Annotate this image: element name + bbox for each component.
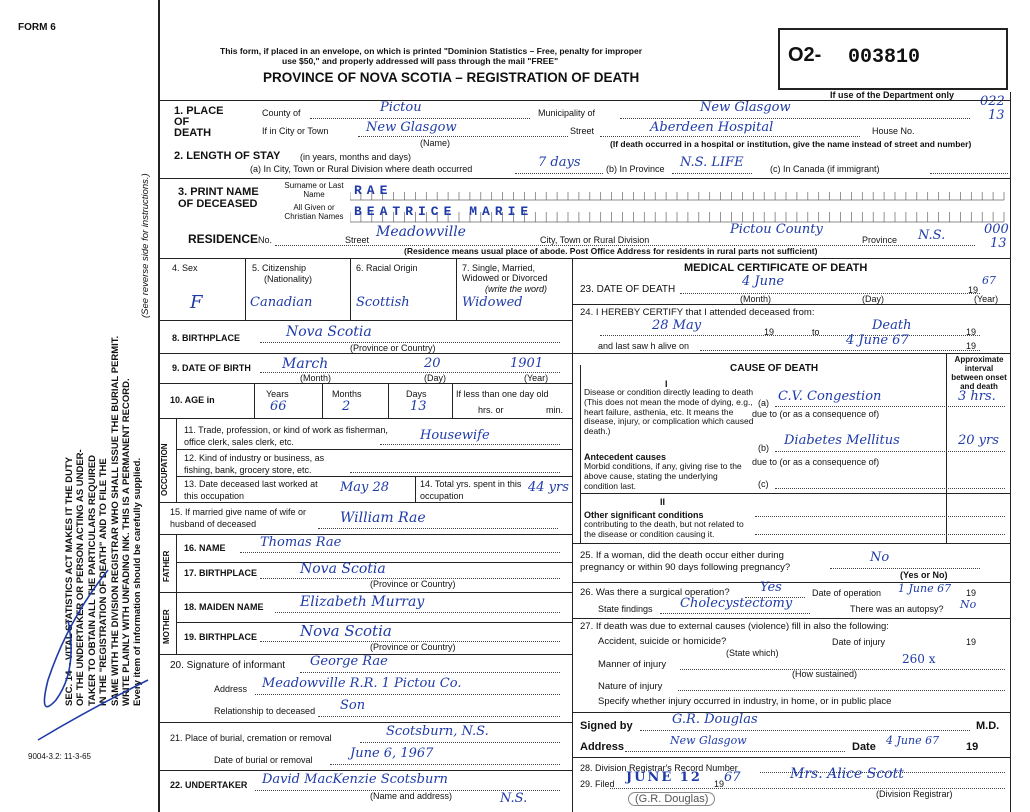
dob-year: 1901 (510, 356, 544, 371)
age-label: 10. AGE in (170, 395, 215, 405)
dob-label: 9. DATE OF BIRTH (172, 363, 251, 373)
registration-number: 003810 (848, 46, 921, 69)
op-date-value: 1 June 67 (898, 582, 952, 595)
res-division-label: City, Town or Rural Division (540, 235, 650, 245)
age-years: 66 (270, 399, 287, 414)
father-name-value: Thomas Rae (260, 535, 342, 550)
q14-label: 14. Total yrs. spent in this occupation (420, 479, 522, 501)
direct-label: Disease or condition directly leading to death (This does not mean the mode of dying, e.g., heart failure, asthenia, etc. It means the disease, injury, or complication which caused death.) (584, 387, 754, 437)
racial-value: Scottish (356, 295, 410, 310)
last-seen-value: 4 June 67 (846, 333, 909, 348)
registration-prefix: O2- (788, 44, 822, 66)
surname-label: Surname or Last Name (284, 181, 344, 199)
city-name-label: (Name) (420, 138, 451, 148)
filed-year: 67 (724, 770, 741, 785)
attend-19-a: 19 (764, 327, 775, 337)
res-province-value: N.S. (918, 228, 946, 243)
less-day-label: If less than one day old (456, 389, 549, 399)
dob-day: 20 (424, 356, 441, 371)
q15-value: William Rae (340, 510, 426, 526)
envelope-note-2: use $50," and properly addressed will pass through the mail "FREE" (282, 56, 559, 66)
q13-value: May 28 (340, 480, 390, 495)
attend-from: 28 May (652, 318, 702, 333)
cause-a-interval: 3 hrs. (958, 389, 996, 404)
q27-label: 27. If death was due to external causes (violence) fill in also the following: (580, 621, 889, 632)
op-date-label: Date of operation (812, 588, 882, 598)
mother-bp-label: 19. BIRTHPLACE (184, 632, 258, 642)
other-label: Other significant conditions (584, 510, 704, 520)
death-month-lbl: (Month) (740, 294, 772, 304)
given-value: BEATRICE MARIE (354, 204, 534, 219)
q26-value: Yes (760, 580, 782, 595)
dob-year-lbl: (Year) (524, 373, 549, 383)
burial-date-label: Date of burial or removal (214, 755, 313, 765)
q25-label: 25. If a woman, did the death occur either during pregnancy or within 90 days following pregnancy? (580, 550, 791, 573)
res-no-label: No. (258, 235, 273, 245)
racial-label: 6. Racial Origin (356, 263, 418, 273)
hrs-label: hrs. or (478, 405, 504, 415)
findings-value: Cholecystectomy (680, 596, 793, 611)
marital-label: 7. Single, Married, Widowed or Divorced (462, 263, 548, 283)
mother-maiden-label: 18. MAIDEN NAME (184, 602, 264, 612)
stay-c-label: (c) In Canada (if immigrant) (770, 164, 880, 174)
dept-code-3: 000 (984, 222, 1009, 237)
yes-no-lbl: (Yes or No) (900, 570, 948, 580)
interval-header: Approximate interval between onset and death (951, 355, 1007, 391)
city-label: If in City or Town (262, 126, 329, 136)
q23-label: 23. DATE OF DEATH (580, 284, 676, 295)
cause-a-value: C.V. Congestion (778, 389, 882, 404)
citizenship-value: Canadian (250, 295, 313, 310)
mother-maiden-value: Elizabeth Murray (300, 594, 425, 610)
years-label: Years (266, 389, 289, 399)
stay-a-label: (a) In City, Town or Rural Division where death occurred (250, 164, 473, 174)
citizenship-sub: (Nationality) (264, 274, 313, 284)
name-label: 3. PRINT NAME OF DECEASED (178, 186, 259, 210)
side-instructions: SEC. 14 – VITAL STATISTICS ACT MAKES IT THE DUTY OF THE UNDERTAKER OR PERSON ACTING AS UNDER- TAKER TO OBTAIN ALL THE PARTICULARS REQUIRED IN THE "REGISTRATION OF DEATH" AND TO FILE THE SAME WITH THE DIVISION REGISTRAR WHO SHALL ISSUE THE BURIAL PERMIT. WRITE PLAINLY WITH UNFADING INK. THIS IS A PERMANENT RECORD. Every item of information should be carefully supplied. (64, 335, 144, 706)
findings-label: State findings (598, 604, 653, 614)
occupation-side-label: OCCUPATION (160, 443, 169, 496)
marital-sub: (write the word) (485, 284, 548, 294)
res-division-value: Pictou County (730, 222, 823, 237)
death-day-lbl: (Day) (862, 294, 884, 304)
father-bp-sub: (Province or Country) (370, 579, 456, 589)
cause-header: CAUSE OF DEATH (730, 363, 819, 374)
accident-label: Accident, suicide or homicide? (598, 636, 727, 647)
surname-value: RAE (354, 183, 393, 198)
signed-address-label: Address (580, 741, 625, 753)
dob-day-lbl: (Day) (424, 373, 446, 383)
manner-label: Manner of injury (598, 659, 667, 670)
q14-value: 44 yrs (528, 480, 569, 495)
burial-place-label: 21. Place of burial, cremation or removal (170, 733, 332, 743)
death-prefix: 19 (968, 285, 979, 295)
autopsy-label: There was an autopsy? (850, 604, 944, 614)
q15-label: 15. If married give name of wife or husband of deceased (170, 507, 307, 529)
stay-sub: (in years, months and days) (300, 152, 412, 162)
municipality-label: Municipality of (538, 108, 596, 118)
street-value: Aberdeen Hospital (650, 120, 774, 135)
last-seen-19: 19 (966, 341, 977, 351)
father-side-label: FATHER (162, 550, 171, 582)
days-label: Days (406, 389, 427, 399)
medical-header: MEDICAL CERTIFICATE OF DEATH (684, 262, 868, 274)
citizenship-label: 5. Citizenship (252, 263, 307, 273)
birthplace-value: Nova Scotia (286, 324, 372, 340)
signed-date-label: Date (852, 741, 876, 753)
death-year: 67 (982, 274, 996, 287)
signed-address-value: New Glasgow (670, 734, 747, 747)
part-i: I (665, 379, 668, 389)
burial-place-value: Scotsburn, N.S. (386, 724, 489, 739)
last-seen-label: and last saw h alive on (598, 341, 690, 351)
city-value: New Glasgow (366, 120, 457, 135)
res-street-label: Street (345, 235, 370, 245)
part-ii: II (660, 497, 666, 507)
q28-label: 28. Division Registrar's Record Number (580, 763, 738, 773)
q24-label: 24. I HEREBY CERTIFY that I attended deceased from: (580, 307, 815, 318)
cause-b-value: Diabetes Mellitus (784, 433, 900, 448)
manner-mark: 260 x (902, 652, 936, 666)
birthplace-sub: (Province or Country) (350, 343, 436, 353)
state-which-lbl: (State which) (726, 648, 779, 658)
form-id: FORM 6 (18, 22, 56, 33)
antecedent-sub: Morbid conditions, if any, giving rise to the above cause, stating the underlying condition last. (584, 461, 742, 491)
dept-code-4: 13 (990, 236, 1007, 251)
marital-value: Widowed (462, 295, 523, 310)
informant-rel-value: Son (340, 698, 366, 713)
stay-label: 2. LENGTH OF STAY (174, 150, 281, 162)
q26-label: 26. Was there a surgical operation? (580, 587, 730, 598)
registrar-label: (Division Registrar) (876, 789, 953, 799)
nature-label: Nature of injury (598, 681, 663, 692)
stay-b-label: (b) In Province (606, 164, 665, 174)
cause-c-lbl: (c) (758, 479, 769, 489)
filed-date: JUNE 12 (626, 770, 702, 785)
autopsy-value: No (960, 598, 977, 611)
q29-label: 29. Filed (580, 779, 615, 789)
mother-bp-sub: (Province or Country) (370, 642, 456, 652)
father-name-label: 16. NAME (184, 543, 226, 553)
attend-19-b: 19 (966, 327, 977, 337)
undertaker-value-2: N.S. (500, 791, 528, 806)
informant-addr-value: Meadowville R.R. 1 Pictou Co. (262, 676, 462, 691)
cause-b-interval: 20 yrs (958, 433, 999, 448)
mother-bp-value: Nova Scotia (300, 622, 392, 640)
signed-date-value: 4 June 67 (886, 734, 940, 747)
informant-sig-value: George Rae (310, 654, 388, 669)
place-label: 1. PLACE OF DEATH (174, 105, 224, 139)
cause-b-lbl: (b) (758, 443, 769, 453)
place-note: (If death occurred in a hospital or institution, give the name instead of street and number) (610, 139, 972, 149)
op-date-19: 19 (966, 588, 977, 598)
res-street-value: Meadowville (376, 224, 466, 240)
q11-value: Housewife (420, 428, 490, 443)
footer-code: 9004-3.2: 11-3-65 (28, 752, 92, 761)
municipality-value: New Glasgow (700, 100, 791, 115)
q13-label: 13. Date deceased last worked at this occupation (184, 479, 318, 501)
undertaker-value: David MacKenzie Scotsburn (262, 772, 448, 787)
cause-a-lbl: (a) (758, 398, 769, 408)
burial-date-value: June 6, 1967 (350, 746, 434, 761)
signed-by-label: Signed by (580, 720, 633, 732)
signed-date-19: 19 (966, 741, 979, 753)
informant-sig-label: 20. Signature of informant (170, 660, 286, 671)
mother-side-label: MOTHER (162, 609, 171, 644)
dept-use-label: If use of the Department only (830, 90, 955, 100)
sex-value: F (190, 292, 203, 313)
death-month: 4 June (742, 274, 785, 289)
house-label: House No. (872, 126, 915, 136)
envelope-note-1: This form, if placed in an envelope, on which is printed "Dominion Statistics – Free, penalty for improper (220, 46, 643, 56)
page-title: PROVINCE OF NOVA SCOTIA – REGISTRATION OF DEATH (263, 70, 640, 85)
due-to-b: due to (or as a consequence of) (752, 457, 880, 467)
informant-rel-label: Relationship to deceased (214, 706, 316, 716)
registrar-signature: Mrs. Alice Scott (790, 766, 904, 782)
q12-label: 12. Kind of industry or business, as fishing, bank, grocery store, etc. (184, 453, 325, 475)
antecedent-label: Antecedent causes (584, 452, 667, 462)
how-lbl: (How sustained) (792, 669, 858, 679)
father-bp-value: Nova Scotia (300, 561, 386, 577)
dob-month: March (282, 356, 329, 372)
given-label: All Given or Christian Names (284, 203, 344, 221)
res-note: (Residence means usual place of abode. Post Office Address for residents in rural parts not sufficient) (404, 246, 818, 256)
undertaker-sub: (Name and address) (370, 791, 453, 801)
undertaker-label: 22. UNDERTAKER (170, 780, 248, 790)
other-sub: contributing to the death, but not related to the disease or condition causing it. (584, 519, 744, 539)
filed-19: 19 (714, 779, 725, 789)
min-label: min. (546, 405, 564, 415)
death-year-lbl: (Year) (974, 294, 999, 304)
injury-date-label: Date of injury (832, 637, 886, 647)
md-label: M.D. (976, 720, 1000, 732)
signed-by-value: G.R. Douglas (672, 712, 758, 727)
res-province-label: Province (862, 235, 898, 245)
side-reverse-note: (See reverse side for instructions.) (140, 173, 151, 318)
age-days: 13 (410, 399, 427, 414)
doctor-stamp: (G.R. Douglas) (628, 792, 715, 806)
father-bp-label: 17. BIRTHPLACE (184, 568, 258, 578)
dept-code-2: 13 (988, 108, 1005, 123)
stay-b-value: N.S. LIFE (680, 155, 744, 170)
informant-addr-label: Address (214, 684, 248, 694)
margin-scribble (8, 560, 158, 760)
county-label: County of (262, 108, 301, 118)
months-label: Months (332, 389, 362, 399)
street-label: Street (570, 126, 595, 136)
attend-to-lbl: to (812, 327, 820, 337)
injury-date-19: 19 (966, 637, 977, 647)
birthplace-label: 8. BIRTHPLACE (172, 333, 241, 343)
dob-month-lbl: (Month) (300, 373, 332, 383)
specify-label: Specify whether injury occurred in industry, in home, or in public place (598, 696, 892, 707)
age-months: 2 (342, 399, 351, 414)
county-value: Pictou (380, 100, 422, 115)
residence-label: RESIDENCE (188, 232, 259, 246)
due-to-a: due to (or as a consequence of) (752, 409, 880, 419)
attend-to: Death (872, 318, 912, 333)
dept-code-1: 022 (980, 94, 1005, 109)
sex-label: 4. Sex (172, 263, 198, 273)
q25-value: No (870, 550, 890, 565)
q11-label: 11. Trade, profession, or kind of work as fisherman, office clerk, sales clerk, etc. (184, 425, 388, 447)
stay-a-value: 7 days (538, 155, 581, 170)
